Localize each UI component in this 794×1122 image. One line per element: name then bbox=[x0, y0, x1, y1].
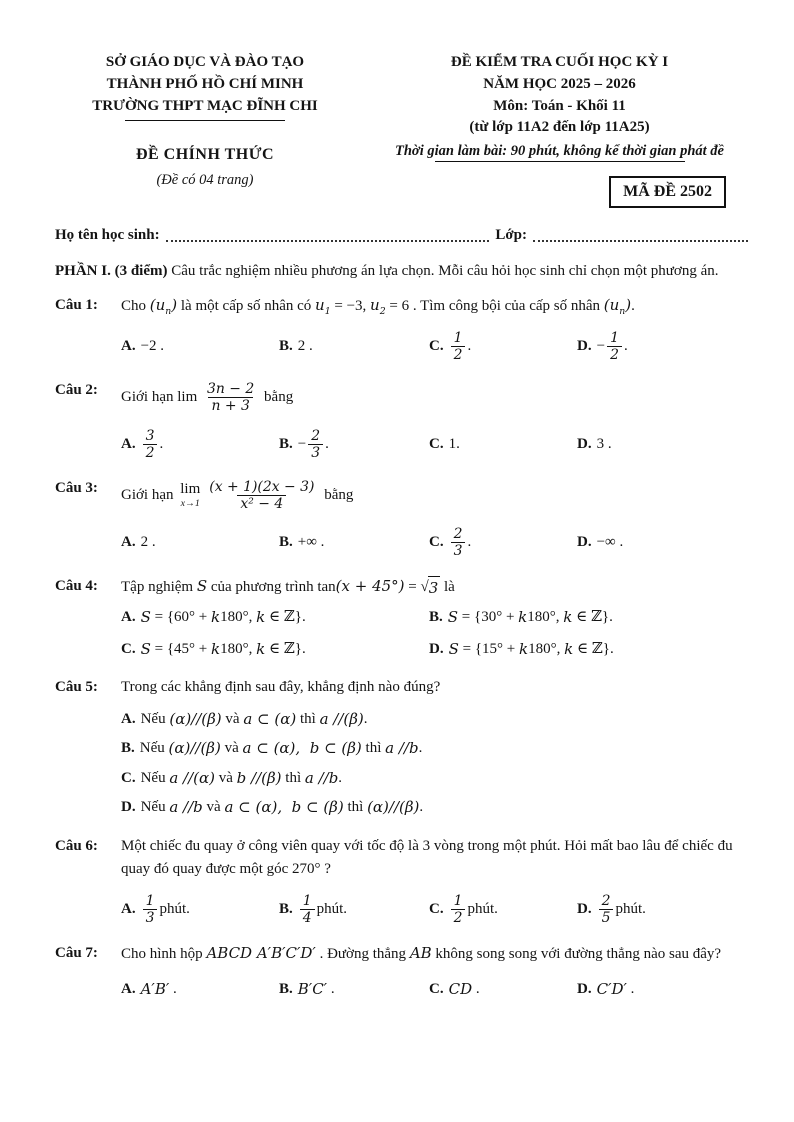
option-content: C′D′ . bbox=[596, 980, 635, 999]
option-d bbox=[577, 978, 754, 1001]
question-statement: Một chiếc đu quay ở công viên quay với tốc độ là 3 vòng trong một phút. Hỏi mất bao lâu để chiếc đu quay đó quay được một góc 270° ? bbox=[121, 837, 733, 877]
option-label: C. bbox=[429, 981, 444, 998]
option-content: − $\frac{2}{3}$ . bbox=[297, 427, 329, 461]
option-a bbox=[121, 978, 279, 1001]
fraction: $\frac{1}{3}$ bbox=[143, 893, 158, 926]
exam-title-block bbox=[355, 52, 754, 208]
question-options bbox=[121, 330, 754, 363]
option-c bbox=[121, 638, 429, 661]
question-statement: Cho hình hộp ABCD A′B′C′D′ . Đường thẳng AB không song song với đường thẳng nào sau đây? bbox=[121, 944, 722, 963]
exam-code-box: MÃ ĐỀ 2502 bbox=[609, 176, 726, 208]
option-content: Nếu a //(α) và b //(β) thì a //b . bbox=[140, 768, 343, 787]
option-a bbox=[121, 893, 279, 926]
question-6 bbox=[55, 835, 754, 927]
option-content: 2 . bbox=[297, 338, 313, 355]
official-exam-label: ĐỀ CHÍNH THỨC bbox=[135, 146, 275, 164]
question-label: Câu 7: bbox=[55, 945, 98, 962]
question-label: Câu 1: bbox=[55, 296, 98, 313]
fraction: $\frac{1}{2}$ bbox=[451, 893, 466, 926]
option-c bbox=[429, 433, 577, 456]
option-content: 3 . bbox=[596, 436, 612, 453]
part1-heading-rest: Câu trắc nghiệm nhiều phương án lựa chọn. Mỗi câu hỏi học sinh chỉ chọn một phương án. bbox=[167, 263, 719, 280]
option-b bbox=[429, 606, 754, 629]
option-label: C. bbox=[429, 901, 444, 918]
option-label: D. bbox=[577, 534, 592, 551]
question-statement: Giới hạn lim x→1 $\frac{(x + 1)(2x - 3)}{\text{x² − 4}}$ bằng bbox=[121, 478, 354, 512]
issuer-block bbox=[55, 52, 355, 208]
fraction: $\frac{2}{3}$ bbox=[308, 428, 323, 461]
option-label: A. bbox=[121, 338, 136, 355]
option-content: Nếu (α)//(β) và a ⊂ (α) thì a //(β) . bbox=[140, 709, 368, 728]
duration-line: Thời gian làm bài: 90 phút, không kể thời gian phát đề bbox=[395, 143, 724, 159]
option-content: − $\frac{1}{2}$ . bbox=[596, 329, 628, 363]
option-a bbox=[121, 335, 279, 358]
option-label: B. bbox=[121, 740, 135, 757]
option-label: D. bbox=[429, 640, 444, 657]
option-label: B. bbox=[429, 609, 443, 626]
option-label: C. bbox=[429, 338, 444, 355]
option-label: D. bbox=[577, 436, 592, 453]
option-label: D. bbox=[121, 799, 136, 816]
option-content: $\frac{1}{2}$ . bbox=[449, 330, 472, 363]
option-label: D. bbox=[577, 338, 592, 355]
question-7 bbox=[55, 942, 754, 1001]
option-content: $\frac{3}{2}$ . bbox=[141, 428, 164, 461]
school-name: TRƯỜNG THPT MẠC ĐĨNH CHI bbox=[92, 97, 318, 114]
exam-title: ĐỀ KIỂM TRA CUỐI HỌC KỲ I bbox=[450, 54, 669, 70]
option-d bbox=[121, 796, 754, 819]
question-statement: Cho $(u_n)$ là một cấp số nhân có $u_1 = -3$, $u_2 = 6$ . Tìm công bội của cấp số nhân $(u_n)$. bbox=[121, 295, 635, 317]
question-4 bbox=[55, 575, 754, 660]
question-label: Câu 6: bbox=[55, 837, 98, 854]
option-d bbox=[577, 330, 754, 363]
option-label: A. bbox=[121, 534, 136, 551]
option-content: CD . bbox=[448, 980, 480, 999]
option-c bbox=[429, 526, 577, 559]
option-c bbox=[429, 893, 577, 926]
option-content: $\frac{1}{4}$ phút. bbox=[298, 893, 347, 926]
option-d bbox=[429, 638, 754, 661]
fraction: $\frac{(x + 1)(2x - 3)}{\text{x² − 4}}$ bbox=[209, 478, 315, 512]
school-year: NĂM HỌC 2025 – 2026 bbox=[483, 75, 636, 92]
option-label: D. bbox=[577, 901, 592, 918]
part1-heading-lead: PHẦN I. (3 điểm) bbox=[55, 263, 168, 280]
option-content: S = {60° + k 180°, k ∈ ℤ}. bbox=[140, 608, 306, 627]
option-c bbox=[429, 330, 577, 363]
option-b bbox=[279, 893, 429, 926]
option-c bbox=[121, 767, 754, 790]
classes-line: (từ lớp 11A2 đến lớp 11A25) bbox=[469, 119, 650, 136]
option-a bbox=[121, 606, 429, 629]
square-root: √ 3 bbox=[420, 576, 440, 600]
option-content: 2 . bbox=[140, 534, 156, 551]
question-options bbox=[121, 526, 754, 559]
option-label: A. bbox=[121, 710, 136, 727]
option-label: B. bbox=[279, 981, 293, 998]
exam-header bbox=[55, 52, 754, 208]
question-options bbox=[121, 708, 754, 819]
option-content: −∞ . bbox=[596, 534, 624, 551]
option-label: B. bbox=[279, 534, 293, 551]
option-label: C. bbox=[429, 534, 444, 551]
question-options bbox=[121, 606, 754, 660]
option-content: $\frac{2}{3}$ . bbox=[449, 526, 472, 559]
option-label: A. bbox=[121, 436, 136, 453]
question-statement: Tập nghiệm S của phương trình tan(x + 45°) = √ 3 là bbox=[121, 575, 754, 600]
question-label: Câu 2: bbox=[55, 381, 98, 398]
department-line2: THÀNH PHỐ HỒ CHÍ MINH bbox=[106, 75, 304, 92]
option-b bbox=[121, 737, 754, 760]
question-label: Câu 3: bbox=[55, 479, 98, 496]
option-content: Nếu (α)//(β) và a ⊂ (α), b ⊂ (β) thì a //b . bbox=[139, 739, 423, 758]
pages-note: (Đề có 04 trang) bbox=[156, 172, 254, 189]
option-label: D. bbox=[577, 981, 592, 998]
option-d bbox=[577, 531, 754, 554]
student-info-line bbox=[55, 224, 754, 247]
question-options bbox=[121, 978, 754, 1001]
part1-heading bbox=[55, 260, 754, 283]
option-label: A. bbox=[121, 609, 136, 626]
option-label: B. bbox=[279, 436, 293, 453]
question-3 bbox=[55, 477, 754, 559]
option-label: C. bbox=[429, 436, 444, 453]
option-content: Nếu a //b và a ⊂ (α), b ⊂ (β) thì (α)//(β) . bbox=[140, 798, 424, 817]
student-name-label: Họ tên học sinh: bbox=[55, 226, 160, 243]
option-b bbox=[279, 531, 429, 554]
question-label: Câu 5: bbox=[55, 679, 98, 696]
part1-questions bbox=[55, 294, 754, 1001]
option-c bbox=[429, 978, 577, 1001]
question-options bbox=[121, 893, 754, 926]
fraction: $\frac{3n - 2}{n + 3}$ bbox=[207, 380, 255, 414]
option-label: C. bbox=[121, 640, 136, 657]
student-class-field[interactable] bbox=[533, 228, 748, 242]
fraction: $\frac{1}{4}$ bbox=[300, 893, 315, 926]
option-content: 1. bbox=[448, 436, 460, 453]
option-content: S = {15° + k 180°, k ∈ ℤ}. bbox=[448, 639, 614, 658]
question-1 bbox=[55, 294, 754, 363]
question-statement: Trong các khẳng định sau đây, khẳng định nào đúng? bbox=[121, 679, 441, 696]
fraction: $\frac{1}{2}$ bbox=[607, 330, 622, 363]
question-5 bbox=[55, 676, 754, 818]
option-content: $\frac{2}{5}$ phút. bbox=[597, 893, 646, 926]
option-content: $\frac{1}{3}$ phút. bbox=[141, 893, 190, 926]
fraction: $\frac{1}{2}$ bbox=[451, 330, 466, 363]
option-content: B′C′ . bbox=[297, 980, 335, 999]
option-label: B. bbox=[279, 338, 293, 355]
option-a bbox=[121, 708, 754, 731]
option-content: −2 . bbox=[140, 338, 165, 355]
fraction: $\frac{2}{3}$ bbox=[451, 526, 466, 559]
fraction: $\frac{2}{5}$ bbox=[599, 893, 614, 926]
option-content: $\frac{1}{2}$ phút. bbox=[449, 893, 498, 926]
question-statement: Giới hạn lim $\frac{3n - 2}{n + 3}$ bằng bbox=[121, 380, 294, 414]
option-content: A′B′ . bbox=[140, 980, 177, 999]
option-content: +∞ . bbox=[297, 534, 325, 551]
school-underline bbox=[125, 120, 285, 121]
option-d bbox=[577, 893, 754, 926]
option-b bbox=[279, 335, 429, 358]
department-line1: SỞ GIÁO DỤC VÀ ĐÀO TẠO bbox=[105, 54, 305, 70]
option-label: A. bbox=[121, 981, 136, 998]
option-d bbox=[577, 433, 754, 456]
option-b bbox=[279, 978, 429, 1001]
option-label: B. bbox=[279, 901, 293, 918]
question-options bbox=[121, 428, 754, 461]
option-content: S = {30° + k 180°, k ∈ ℤ}. bbox=[447, 608, 613, 627]
option-b bbox=[279, 428, 429, 461]
option-a bbox=[121, 531, 279, 554]
option-label: C. bbox=[121, 769, 136, 786]
limit-operator: lim x→1 bbox=[180, 481, 201, 510]
question-2 bbox=[55, 379, 754, 461]
option-label: A. bbox=[121, 901, 136, 918]
option-a bbox=[121, 428, 279, 461]
fraction: $\frac{3}{2}$ bbox=[143, 428, 158, 461]
option-content: S = {45° + k 180°, k ∈ ℤ}. bbox=[140, 639, 306, 658]
subject-line: Môn: Toán - Khối 11 bbox=[493, 97, 626, 114]
student-name-field[interactable] bbox=[166, 228, 490, 242]
exam-code-row bbox=[365, 176, 754, 208]
question-label: Câu 4: bbox=[55, 578, 98, 595]
student-class-label: Lớp: bbox=[495, 226, 527, 243]
